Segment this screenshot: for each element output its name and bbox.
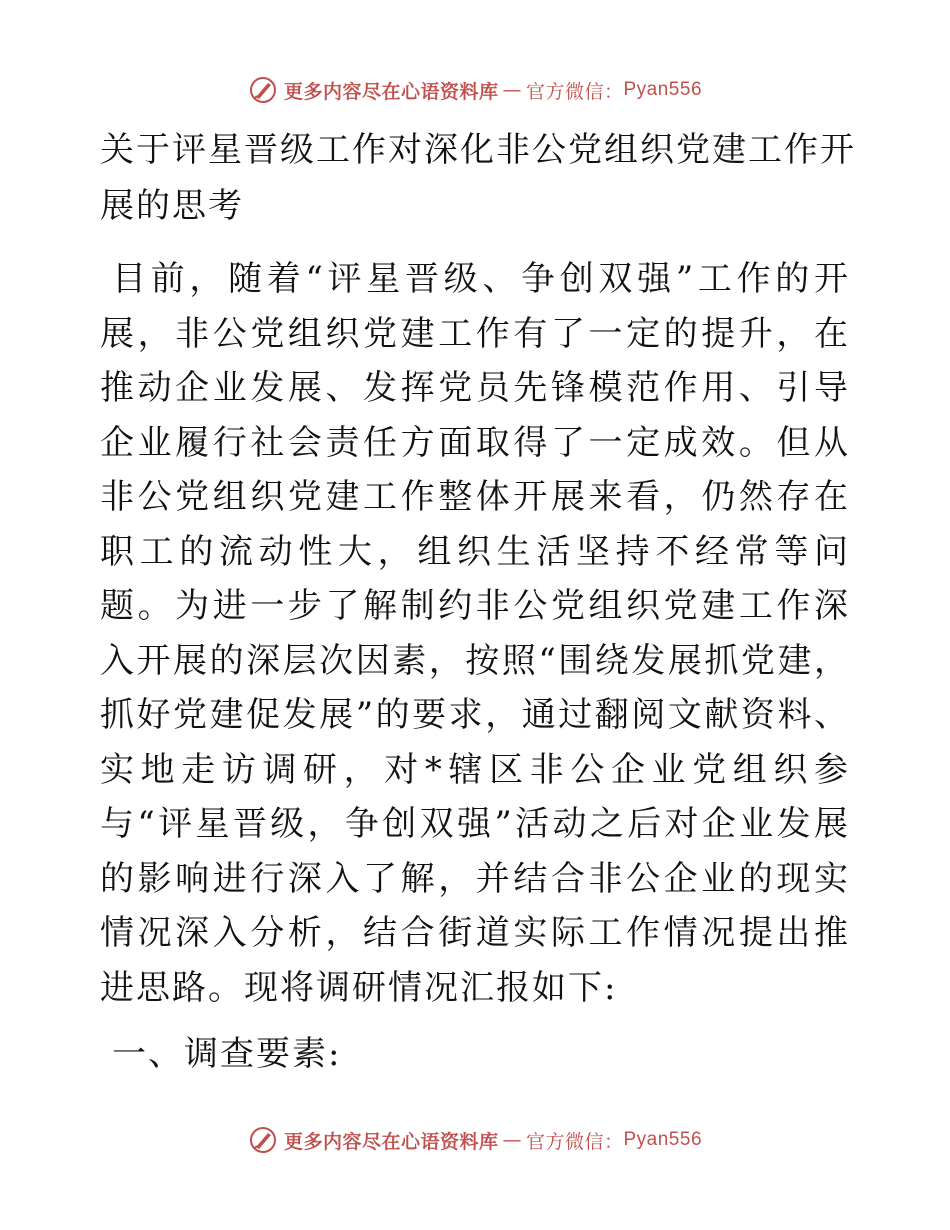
watermark-contact-label: 官方微信： [525, 80, 624, 103]
document-paragraph: 目前，随着“评星晋级、争创双强”工作的开展，非公党组织党建工作有了一定的提升，在推动企业发展、发挥党员先锋模范作用、引导企业履行社会责任方面取得了一定成效。但从非公党组织党建工作整体开展来看，仍然存在职工的流动性大，组织生活坚持不经常等问题。为进一步了解制约非公党组织党建工作深入开展的深层次因素，按照“围绕发展抓党建，抓好党建促发展”的要求，通过翻阅文献资料、实地走访调研，对*辖区非公企业党组织参与“评星晋级，争创双强”活动之后对企业发展的影响进行深入了解，并结合非公企业的现实情况深入分析，结合街道实际工作情况提出推进思路。现将调研情况汇报如下: [100, 259, 850, 1008]
watermark-text: 更多内容尽在心语资料库 [283, 80, 499, 103]
quill-logo-icon [248, 75, 278, 105]
watermark-contact-label: 官方微信： [525, 1130, 624, 1153]
quill-logo-icon [248, 1125, 278, 1155]
watermark-contact-id: Pyan556 [623, 79, 703, 100]
document-title: 关于评星晋级工作对深化非公党组织党建工作开展的思考 [100, 130, 856, 226]
header-watermark [0, 70, 950, 110]
section-heading: 一、调查要素: [112, 1034, 342, 1074]
footer-watermark [0, 1120, 950, 1160]
watermark-separator: — [502, 79, 522, 101]
watermark-contact-id: Pyan556 [623, 1129, 703, 1150]
watermark-separator: — [502, 1129, 522, 1151]
watermark-text: 更多内容尽在心语资料库 [283, 1130, 499, 1153]
